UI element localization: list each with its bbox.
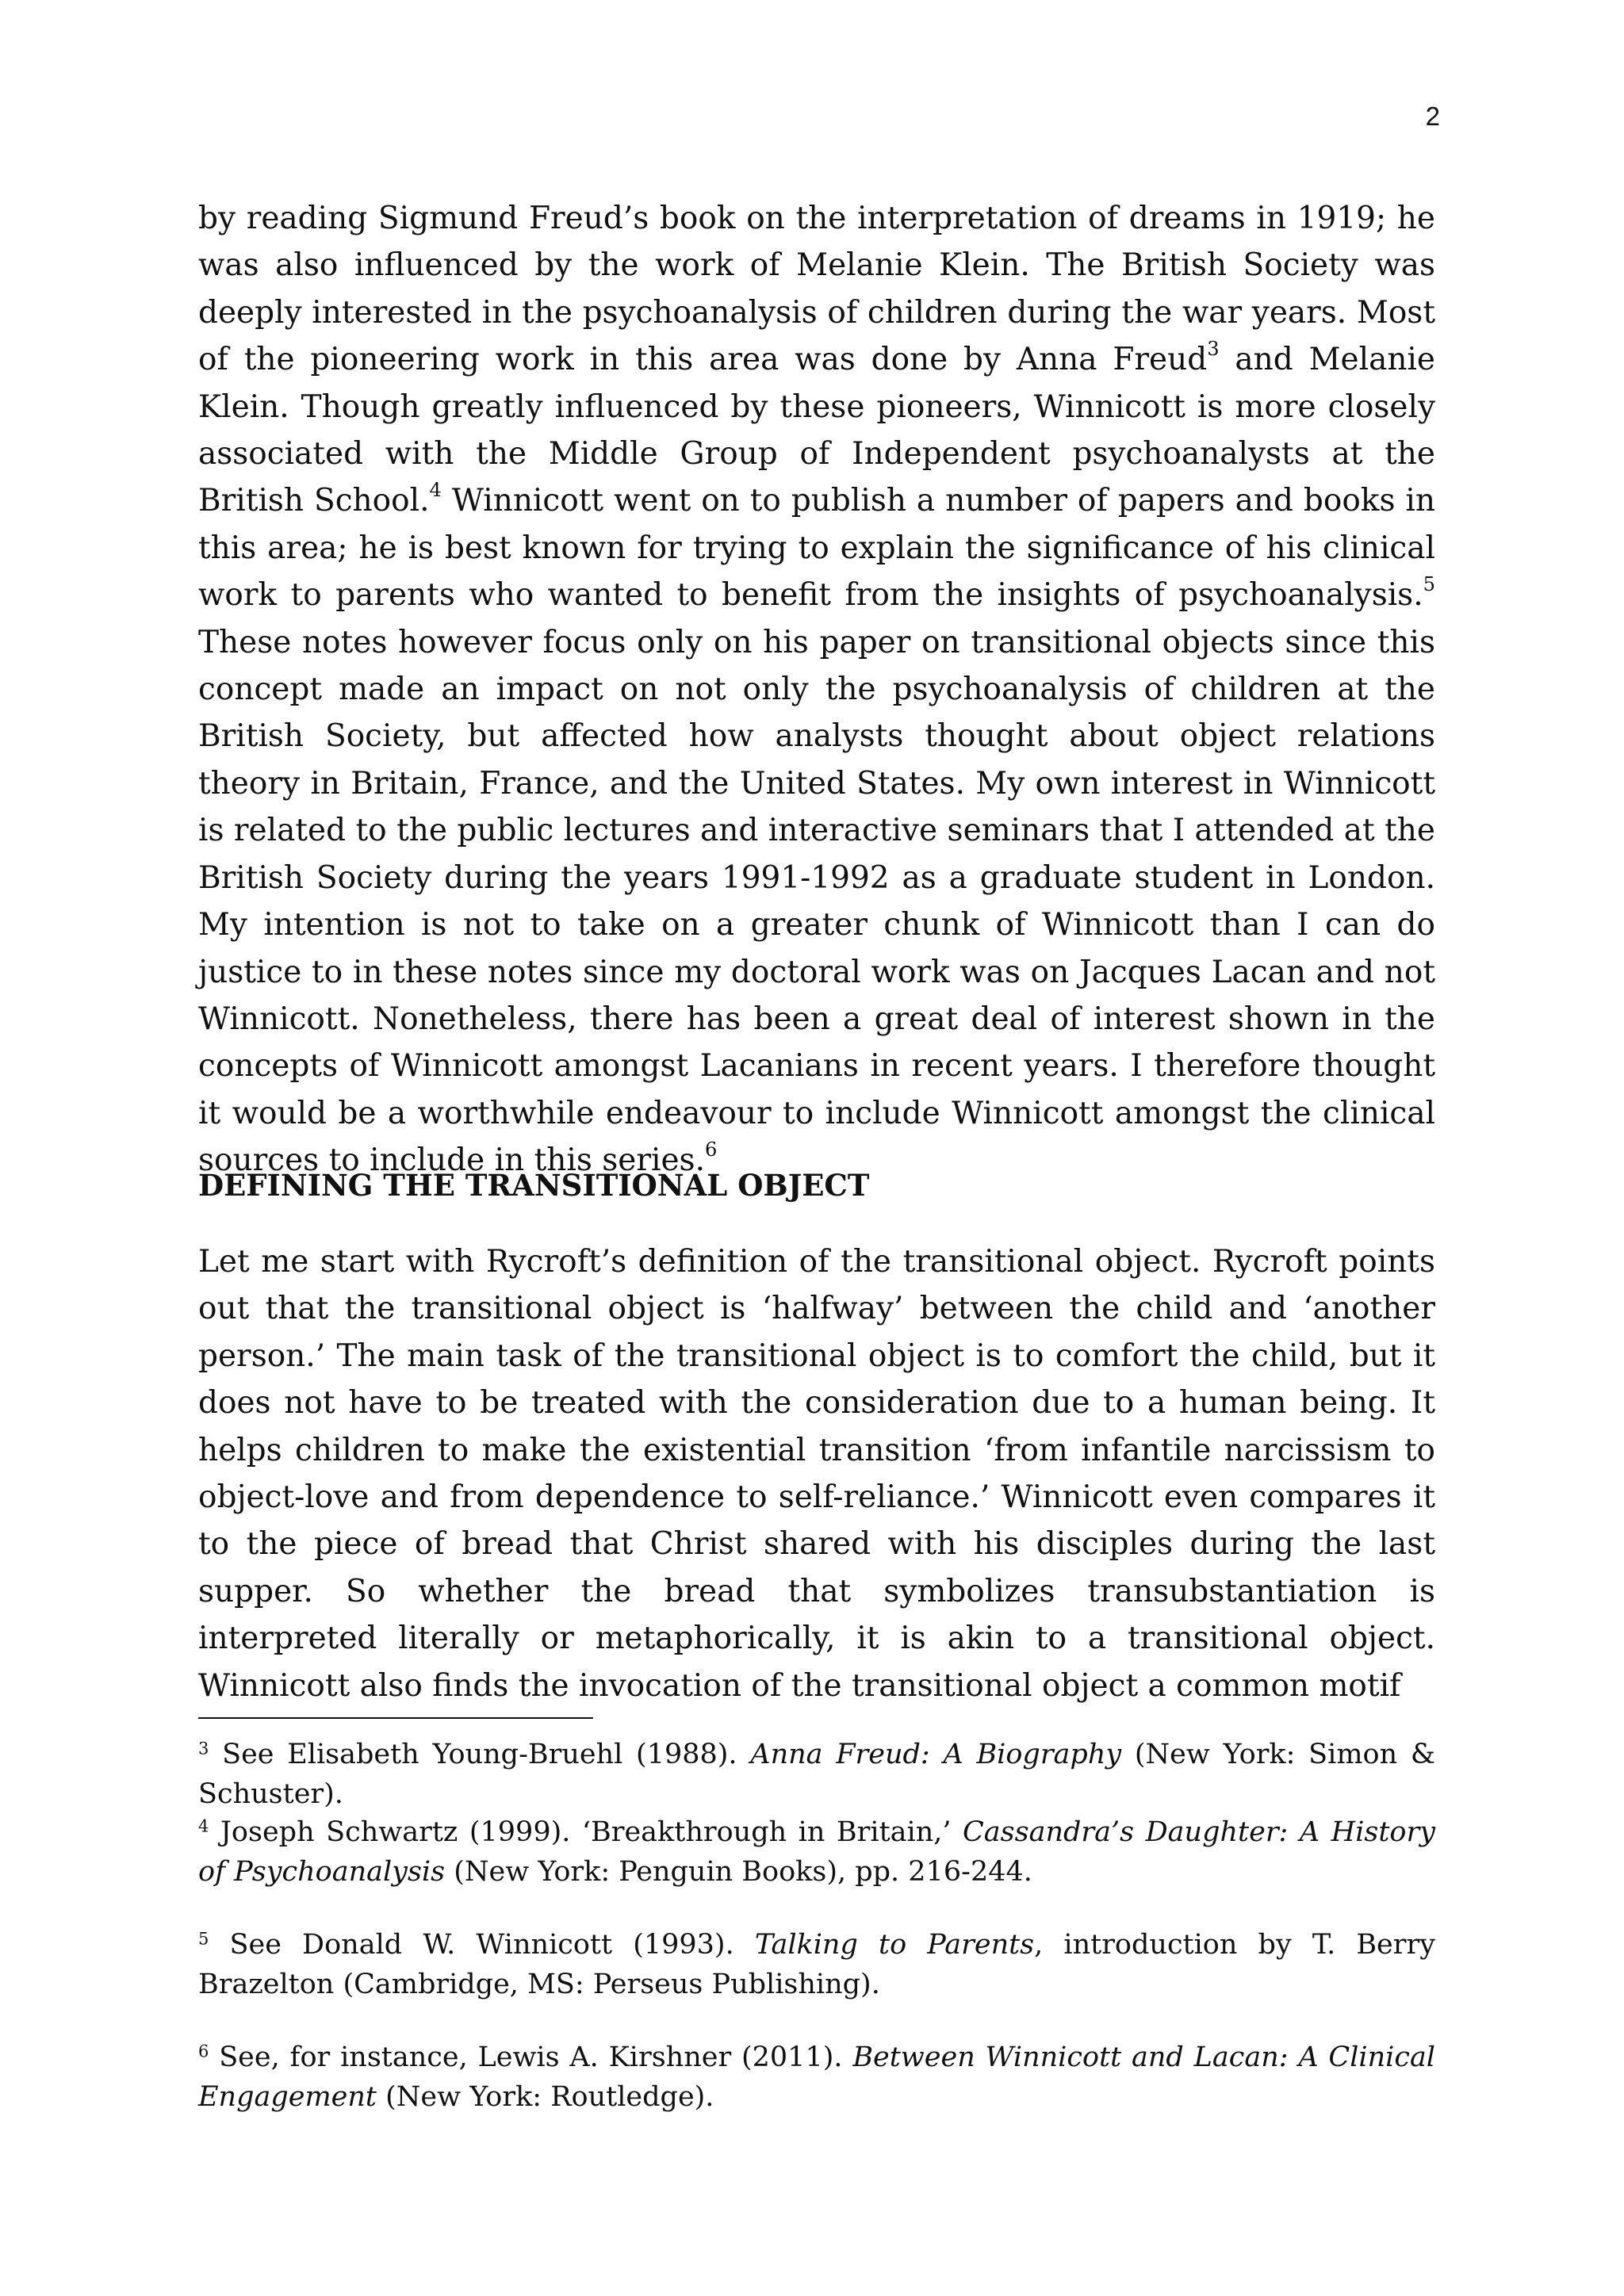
text-run: Winnicott went on to publish a number of papers and books in this area; he is best known for trying to explain the significance of his clinical work to parents who wanted to benefit from the insights of psychoanalysis. <box>198 483 1435 614</box>
footnote-title: Anna Freud: A Biography <box>750 1739 1122 1770</box>
footnote-number: 3 <box>198 1739 209 1758</box>
body-paragraph <box>198 195 1435 1184</box>
footnote <box>198 2038 1435 2117</box>
footnote <box>198 1735 1435 1814</box>
footnote-number: 5 <box>198 1929 209 1949</box>
footnote-text: See Donald W. Winnicott (1993). <box>209 1929 755 1961</box>
footnote <box>198 1925 1435 2004</box>
footnote-divider <box>198 1717 593 1719</box>
section-heading: DEFINING THE TRANSITIONAL OBJECT <box>198 1168 870 1203</box>
page-number: 2 <box>1425 101 1440 131</box>
footnote-title: Between Winnicott and Lacan: A Clinical Engagement <box>198 2042 1435 2113</box>
footnote-title: Cassandra’s Daughter: A History of Psychoanalysis <box>198 1816 1435 1888</box>
footnote-text: (New York: Penguin Books), pp. 216-244. <box>445 1856 1032 1888</box>
footnote-text: Joseph Schwartz (1999). ‘Breakthrough in Britain,’ <box>209 1816 963 1848</box>
footnote-text: See, for instance, Lewis A. Kirshner (2011). <box>209 2042 853 2073</box>
text-run: These notes however focus only on his paper on transitional objects since this concept made an impact on not only the psychoanalysis of children at the British Society, but affected how analysts thought about object relations theory in Britain, France, and the United States. My own interest in Winnicott is related to the public lectures and interactive seminars that I attended at the British Society during the years 1991-1992 as a graduate student in London. My intention is not to take on a greater chunk of Winnicott than I can do justice to in these notes since my doctoral work was on Jacques Lacan and not Winnicott. Nonetheless, there has been a great deal of interest shown in the concepts of Winnicott amongst Lacanians in recent years. I therefore thought it would be a worthwhile endeavour to include Winnicott amongst the clinical sources to include in this series. <box>198 624 1435 1179</box>
footnote-text: (New York: Routledge). <box>377 2081 714 2113</box>
text-run: by reading Sigmund Freud’s book on the interpretation of dreams in 1919; he was also influenced by the work of Melanie Klein. The British Society was deeply interested in the psychoanalysis of children during the war years. Most of the pioneering work in this area was done by Anna Freud <box>198 201 1435 378</box>
footnote-ref[interactable]: 5 <box>1423 573 1435 596</box>
footnote-text: , introduction by T. Berry Brazelton (Cambridge, MS: Perseus Publishing). <box>198 1929 1435 2000</box>
footnote-ref[interactable]: 6 <box>704 1138 718 1161</box>
body-paragraph: Let me start with Rycroft’s definition of the transitional object. Rycroft points out that the transitional object is ‘halfway’ between the child and ‘another person.’ The main task of the transitional object is to comfort the child, but it does not have to be treated with the consideration due to a human being. It helps children to make the existential transition ‘from infantile narcissism to object-love and from dependence to self-reliance.’ Winnicott even compares it to the piece of bread that Christ shared with his disciples during the last supper. So whether the bread that symbolizes transubstantiation is interpreted literally or metaphorically, it is akin to a transitional object. Winnicott also finds the invocation of the transitional object a common motif <box>198 1244 1435 1704</box>
footnote <box>198 1812 1435 1892</box>
footnote-number: 4 <box>198 1816 209 1836</box>
text-run: and Melanie Klein. Though greatly influenced by these pioneers, Winnicott is more closely associated with the Middle Group of Independent psychoanalysts at the British School. <box>198 342 1435 519</box>
footnote-number: 6 <box>198 2042 209 2061</box>
footnote-title: Talking to Parents <box>754 1929 1035 1961</box>
footnote-ref[interactable]: 4 <box>429 479 442 502</box>
footnote-text: (New York: Simon & Schuster). <box>198 1739 1435 1810</box>
footnote-text: See Elisabeth Young-Bruehl (1988). <box>209 1739 751 1770</box>
footnote-ref[interactable]: 3 <box>1207 338 1220 361</box>
